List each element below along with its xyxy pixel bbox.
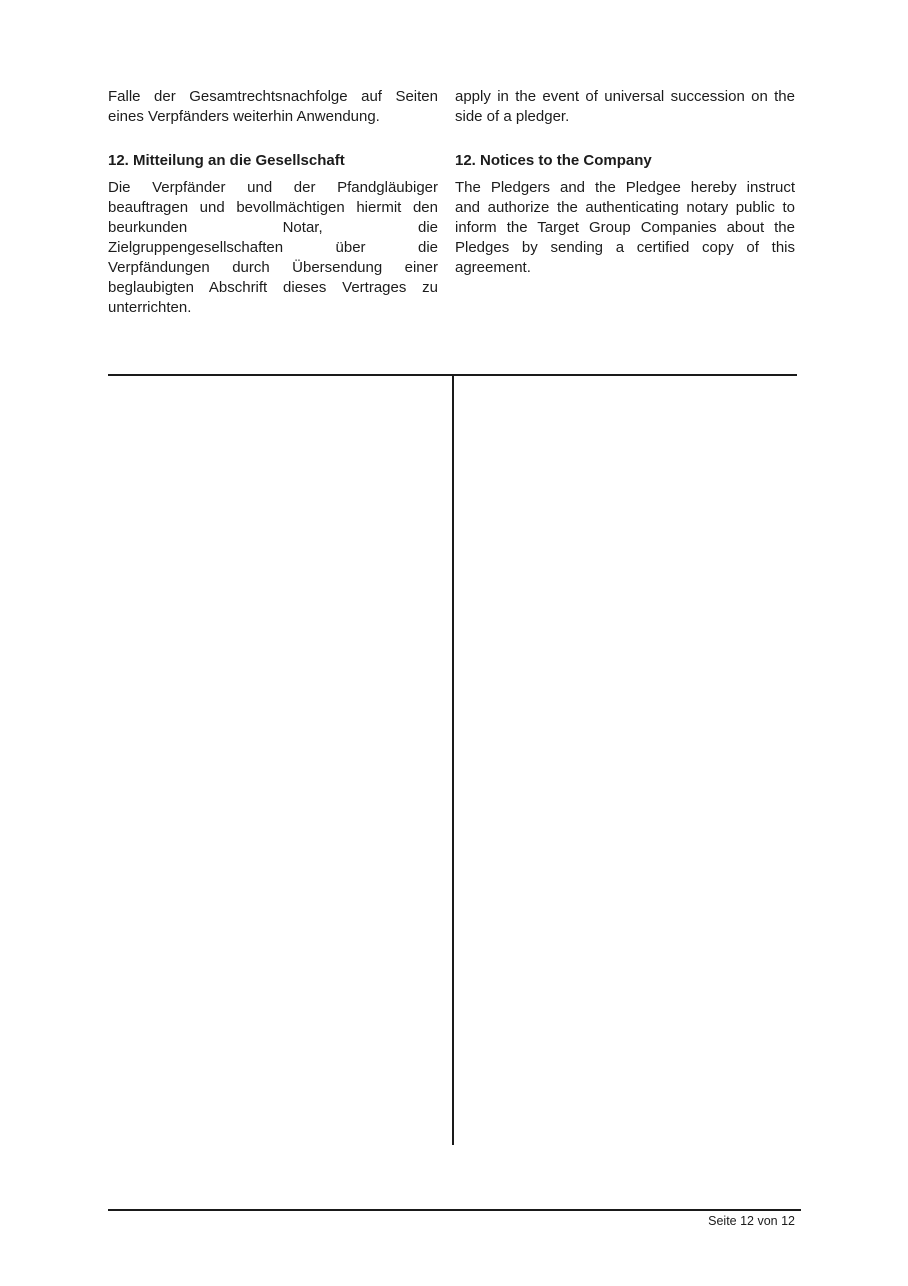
text-line: Zielgruppengesellschaften über die xyxy=(108,239,438,256)
text-line: Pledges by sending a certified copy of this xyxy=(455,239,795,256)
text-line: The Pledgers and the Pledgee hereby instruct xyxy=(455,179,795,196)
paragraph-continuation-en xyxy=(455,87,795,127)
section-body-en xyxy=(455,178,795,278)
text-line: Die Verpfänder und der Pfandgläubiger xyxy=(108,179,438,196)
german-column xyxy=(108,87,438,318)
text-line: apply in the event of universal succession on the xyxy=(455,88,795,105)
text-line: side of a pledger. xyxy=(455,108,570,125)
text-line: beglaubigten Abschrift dieses Vertrages zu xyxy=(108,279,438,296)
text-line: inform the Target Group Companies about the xyxy=(455,219,795,236)
paragraph-continuation-de xyxy=(108,87,438,127)
text-line: beurkunden Notar, die xyxy=(108,219,438,236)
text-line: agreement. xyxy=(455,259,531,276)
text-line: eines Verpfänders weiterhin Anwendung. xyxy=(108,108,380,125)
text-line: unterrichten. xyxy=(108,299,192,316)
signature-area-column-divider-rule xyxy=(452,375,454,1145)
page-number-label: Seite 12 von 12 xyxy=(708,1214,795,1228)
page-footer xyxy=(108,1209,801,1229)
section-heading-de: 12. Mitteilung an die Gesellschaft xyxy=(108,152,345,169)
text-line: Falle der Gesamtrechtsnachfolge auf Seiten xyxy=(108,88,438,105)
text-line: Verpfändungen durch Übersendung einer xyxy=(108,259,438,276)
text-line: beauftragen und bevollmächtigen hiermit den xyxy=(108,199,438,216)
text-line: and authorize the authenticating notary public to xyxy=(455,199,795,216)
section-body-de xyxy=(108,178,438,318)
section-heading-en: 12. Notices to the Company xyxy=(455,152,652,169)
english-column xyxy=(455,87,795,278)
